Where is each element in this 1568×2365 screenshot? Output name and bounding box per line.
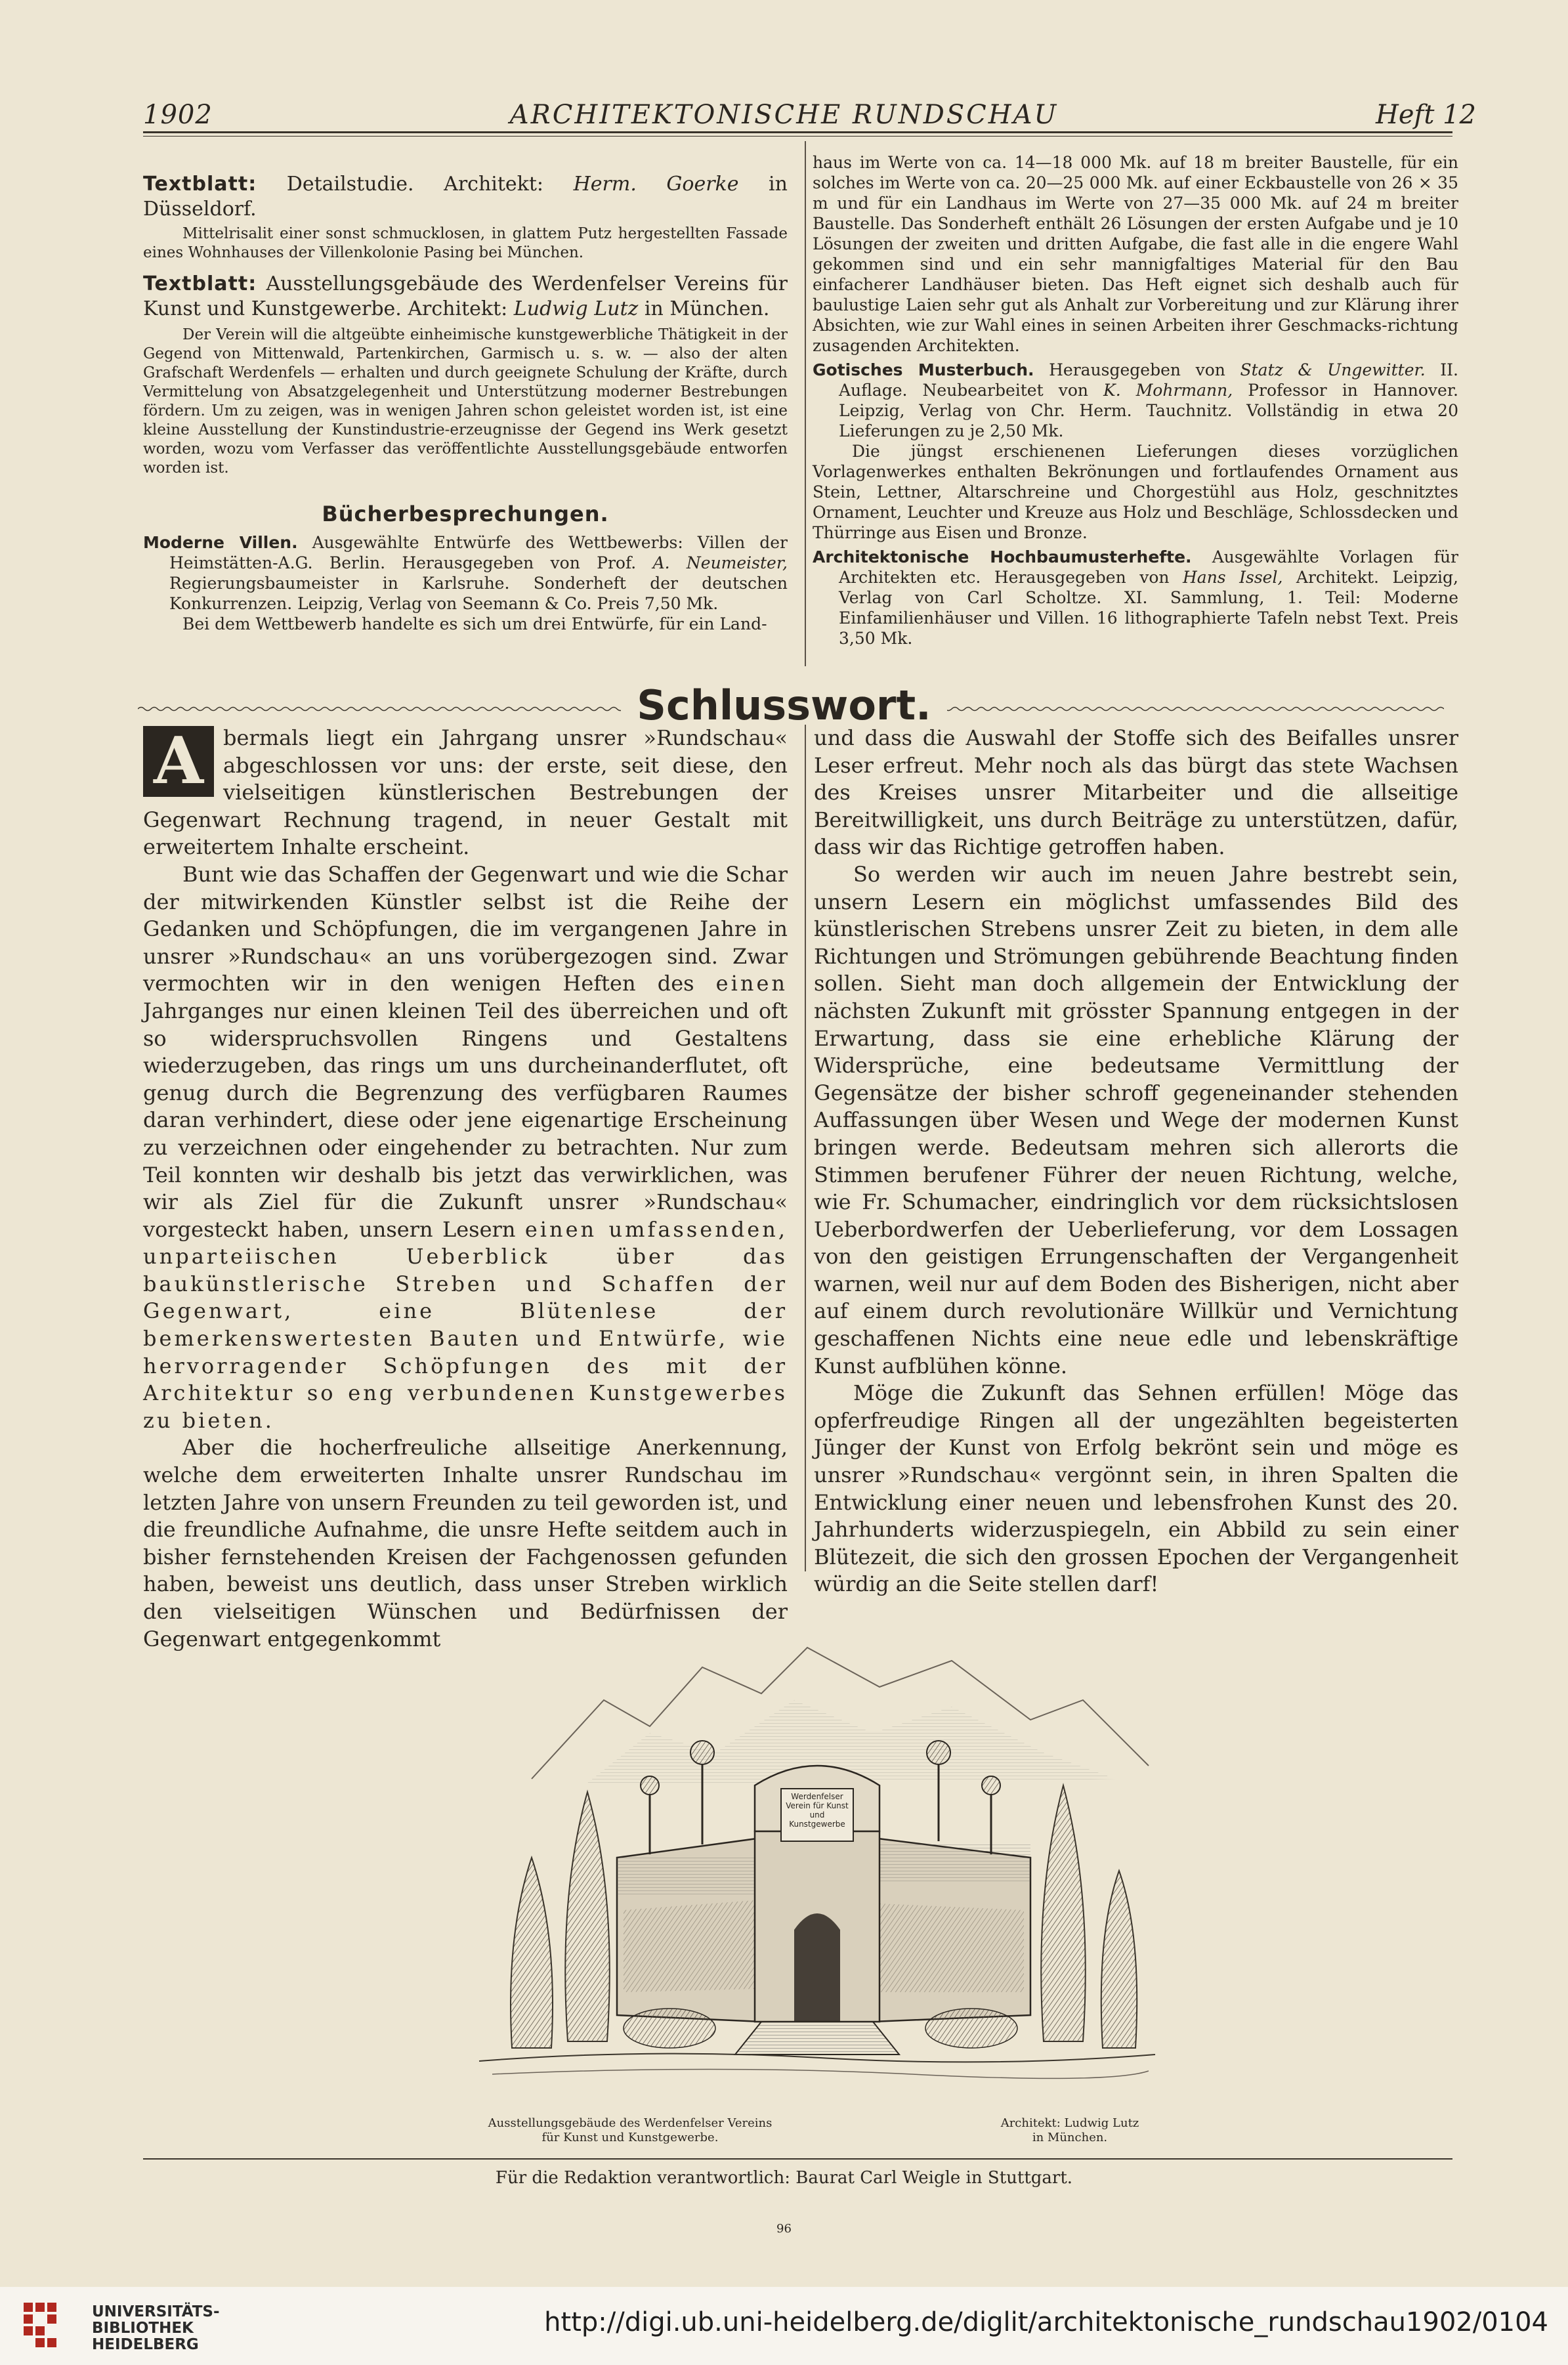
review-moderne-villen-continued: haus im Werte von ca. 14—18 000 Mk. auf 18 m breiter Baustelle, für ein solches im Werte von ca. 20—25 000 Mk. auf einer Eckbaustelle von 26 × 35 m und für ein Landhaus im Werte von 27—35 000 Mk. auf 24 m breiter Baustelle. Das Sonderheft enthält 26 Lösungen der ersten Aufgabe und je 10 Lösungen der zweiten und dritten Aufgabe, die fast alle in die engere Wahl gekommen sind und ein sehr mannigfaltiges Material für den Bau einfacherer Landhäuser bieten. Das Heft eignet sich deshalb auch für baulustige Laien sehr gut als Anhalt zur Vorbereitung und zur Klärung ihrer Absichten, wie zur Wahl eines in seinen Arbeiten ihrer Geschmacks-richtung zusagenden Architekten. (813, 153, 1458, 355)
schlusswort-paragraph-4: und dass die Auswahl der Stoffe sich des Beifalles unsrer Leser erfreut. Mehr noch als das bürgt das stete Wachsen des Kreises unsrer Mitarbeiter und die allseitige Bereitwilligkeit, uns durch Beiträge zu unterstützen, dafür, dass wir das Richtige getroffen haben. (814, 725, 1458, 860)
running-header-year: 1902 (143, 100, 213, 130)
textblatt-2-label: Textblatt: (143, 272, 257, 295)
building-sign: Werdenfelser Verein für Kunst und Kunstgewerbe (786, 1792, 849, 1829)
schlusswort-paragraph-2: Bunt wie das Schaffen der Gegenwart und wie die Schar der mitwirkenden Künstler selbst ist die Reihe der Gedanken und Schöpfungen, die im vergangenen Jahre in unsrer »Rundschau« an uns vorübergezogen sind. Zwar vermochten wir in den wenigen Heften des einen Jahrganges nur einen kleinen Teil des überreichen und oft so widerspruchsvollen Ringens und Gestaltens wiederzugeben, das rings um uns durcheinanderflutet, oft genug durch die Begrenzung des verfügbaren Raumes daran verhindert, diese oder jene eigenartige Erscheinung zu verzeichnen oder eingehender zu betrachten. Nur zum Teil konnten wir deshalb bis jetzt das verwirklichen, was wir als Ziel für die Zukunft unsrer »Rundschau« vorgesteckt haben, unsern Lesern einen umfassenden, unparteiischen Ueberblick über das baukünstlerische Streben und Schaffen der Gegenwart, eine Blütenlese der bemerkenswertesten Bauten und Entwürfe, wie hervorragender Schöpfungen des mit der Architektur so eng verbundenen Kunstgewerbes zu bieten. (143, 861, 788, 1433)
schlusswort-right-column (814, 725, 1458, 1598)
header-rule (143, 131, 1452, 133)
column-divider-lower (805, 725, 806, 1571)
left-upper-column (143, 172, 788, 634)
library-name[interactable]: UNIVERSITÄTS- BIBLIOTHEK HEIDELBERG (92, 2303, 220, 2353)
review-hochbaumusterhefte: Architektonische Hochbaumusterhefte. Ausgewählte Vorlagen für Architekten etc. Herausgegeben von Hans Issel, Architekt. Leipzig, Verlag von Carl Scholtze. XI. Sammlung, 1. Teil: Moderne Einfamilienhäuser und Villen. 16 lithographierte Tafeln nebst Text. Preis 3,50 Mk. (813, 547, 1459, 648)
illustration-caption-left: Ausstellungsgebäude des Werdenfelser Vereins für Kunst und Kunstgewerbe. (488, 2116, 773, 2144)
page-number: 96 (776, 2222, 792, 2236)
section-heading-book-reviews: Bücherbesprechungen. (322, 501, 609, 526)
textblatt-2: Textblatt: Ausstellungsgebäude des Werdenfelser Vereins für Kunst und Kunstgewerbe. Architekt: Ludwig Lutz in München. (143, 272, 788, 320)
editor-note: Für die Redaktion verantwortlich: Baurat Carl Weigle in Stuttgart. (495, 2168, 1073, 2188)
schlusswort-paragraph-3: Aber die hocherfreuliche allseitige Anerkennung, welche dem erweiterten Inhalte unsrer Rundschau im letzten Jahre von unsern Freunden zu teil geworden ist, und die freundliche Aufnahme, die unsre Hefte seitdem auch in bisher fernstehenden Kreisen der Fachgenossen gefunden haben, beweist uns deutlich, dass unser Streben wirklich den vielseitigen Wünschen und Bedürfnissen der Gegenwart entgegenkommt (143, 1435, 788, 1651)
running-header-issue: Heft 12 (1375, 100, 1476, 130)
schlusswort-left-column (143, 725, 788, 1653)
university-library-logo-icon[interactable] (20, 2297, 83, 2355)
textblatt-1-label: Textblatt: (143, 173, 257, 196)
schlusswort-paragraph-6: Möge die Zukunft das Sehnen erfüllen! Möge das opferfreudige Ringen all der ungezählten begeisterten Jünger der Kunst von Erfolg bekrönt sein und möge es unsrer »Rundschau« vergönnt sein, in ihren Spalten die Entwicklung einer neuen und lebensfrohen Kunst des 20. Jahrhunderts widerzuspiegeln, ein Abbild zu sein einer Blütezeit, die sich den grossen Epochen der Vergangenheit würdig an die Seite stellen darf! (814, 1380, 1458, 1597)
review-moderne-villen-body: Bei dem Wettbewerb handelte es sich um drei Entwürfe, für ein Land- (182, 614, 767, 633)
textblatt-2-description: Der Verein will die altgeübte einheimische kunstgewerbliche Thätigkeit in der Gegend von Mittenwald, Partenkirchen, Garmisch u. s. w. — also der alten Grafschaft Werdenfels — erhalten und durch geeignete Schulung der Kräfte, durch Vermittelung von Absatzgelegenheit und Unterstützung moderner Bestrebungen fördern. Um zu zeigen, was in wenigen Jahren schon geleistet worden ist, ist eine kleine Ausstellung der Kunstindustrie-erzeugnisse der Gegend ins Werk gesetzt worden, wozu vom Verfasser das veröffentlichte Ausstellungsgebäude entworfen worden ist. (143, 326, 788, 477)
header-rule-thin (143, 136, 1452, 137)
permalink-url[interactable]: http://digi.ub.uni-heidelberg.de/diglit/architektonische_rundschau1902/0104 (544, 2307, 1548, 2337)
review-moderne-villen: Moderne Villen. Ausgewählte Entwürfe des Wettbewerbs: Villen der Heimstätten-A.G. Berlin. Herausgegeben von Prof. A. Neumeister, Regierungsbaumeister in Karlsruhe. Sonderheft der deutschen Konkurrenzen. Leipzig, Verlag von Seemann & Co. Preis 7,50 Mk. (143, 533, 788, 613)
footer-rule (143, 2158, 1452, 2160)
review-gotisches-musterbuch: Gotisches Musterbuch. Herausgegeben von Statz & Ungewitter. II. Auflage. Neubearbeitet von K. Mohrmann, Professor in Hannover. Leipzig, Verlag von Chr. Herm. Tauchnitz. Vollständig in etwa 20 Lieferungen zu je 2,50 Mk. (813, 360, 1458, 440)
schlusswort-paragraph-1: A bermals liegt ein Jahrgang unsrer »Rundschau« abgeschlossen vor uns: der erste, seit diese, den vielseitigen künstlerischen Bestrebungen der Gegenwart Rechnung tragend, in neuer Gestalt mit erweitertem Inhalte erscheint. (143, 723, 788, 860)
running-header-title: ARCHITEKTONISCHE RUNDSCHAU (509, 100, 1059, 130)
illustration-caption-right: Architekt: Ludwig Lutz in München. (1000, 2116, 1139, 2144)
schlusswort-heading: Schlusswort. (621, 681, 946, 729)
textblatt-1-description: Mittelrisalit einer sonst schmucklosen, in glattem Putz hergestellten Fassade eines Wohnhauses der Villenkolonie Pasing bei München. (143, 225, 788, 261)
review-gotisches-musterbuch-body: Die jüngst erschienenen Lieferungen dieses vorzüglichen Vorlagenwerkes enthalten Bekrönungen und fortlaufendes Ornament aus Stein, Lettner, Altarschreine und Chorgestühl aus Holz, geschnitztes Ornament, Leuchter und Kreuze aus Holz und Beschläge, Schlossdecken und Thürringe aus Eisen und Bronze. (813, 442, 1458, 542)
schlusswort-heading-wrap (0, 681, 1568, 729)
textblatt-1: Textblatt: Detailstudie. Architekt: Herm. Goerke in Düsseldorf. (143, 173, 788, 221)
schlusswort-paragraph-5: So werden wir auch im neuen Jahre bestrebt sein, unsern Lesern ein möglichst umfassendes Bild des künstlerischen Strebens unsrer Zeit zu bieten, in dem alle Richtungen und Strömungen gebührende Beachtung finden sollen. Sieht man doch allgemein der Entwicklung der nächsten Zukunft mit grösster Spannung entgegen in der Erwartung, dass sie eine erhebliche Klärung der Widersprüche, eine bedeutsame Vermittlung der Gegensätze der bisher schroff gegeneinander stehenden Auffassungen über Wesen und Wege der modernen Kunst bringen werde. Bedeutsam mehren sich allerorts die Stimmen berufener Führer der neuen Richtung, welche, wie Fr. Schumacher, eindringlich vor dem rücksichtslosen Ueberbordwerfen der Ueberlieferung, vor dem Lossagen von den geistigen Errungenschaften der Vergangenheit warnen, weil nur auf dem Boden des Bisherigen, nicht aber auf einem durch revolutionäre Willkür und Vernichtung geschaffenen Nichts eine neue edle und lebenskräftige Kunst aufblühen könne. (814, 861, 1458, 1378)
column-divider-upper (805, 141, 806, 666)
right-upper-column (813, 152, 1458, 649)
exhibition-building-illustration (453, 1621, 1168, 2107)
dropcap-initial: A (143, 726, 214, 797)
